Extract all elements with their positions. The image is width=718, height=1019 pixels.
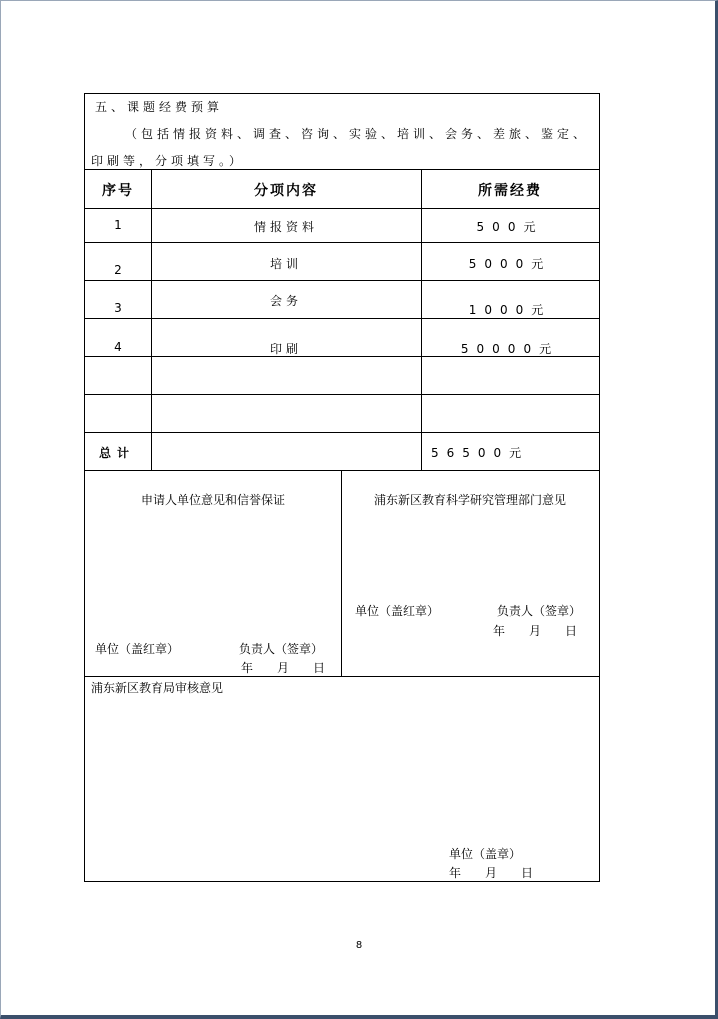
bureau-date: 年 月 日 (449, 866, 534, 880)
row-item: 情报资料 (253, 220, 318, 234)
total-value: 56500元 (431, 446, 530, 460)
applicant-opinion-title: 申请人单位意见和信誉保证 (140, 493, 285, 507)
section-note-line1: （包括情报资料、调查、咨询、实验、培训、会务、差旅、鉴定、 (125, 127, 590, 141)
page-number: 8 (355, 940, 363, 951)
row-item: 印刷 (269, 342, 302, 356)
applicant-unit-seal: 单位（盖红章） (95, 642, 180, 656)
header-item: 分项内容 (254, 183, 318, 199)
header-no: 序号 (102, 183, 134, 199)
bureau-unit-seal: 单位（盖章） (449, 847, 522, 861)
dept-signature: 负责人（签章） (497, 604, 582, 618)
applicant-date: 年 月 日 (241, 661, 326, 675)
dept-opinion-title: 浦东新区教育科学研究管理部门意见 (373, 493, 566, 507)
row-cost: 50000元 (460, 342, 560, 356)
row-item: 会务 (269, 294, 302, 308)
applicant-signature: 负责人（签章） (239, 642, 324, 656)
row-no: 1 (114, 218, 122, 232)
row-cost: 5000元 (468, 257, 552, 271)
section-title: 五、课题经费预算 (95, 100, 224, 114)
row-no: 2 (114, 263, 122, 277)
dept-date: 年 月 日 (493, 624, 578, 638)
row-no: 4 (114, 340, 122, 354)
header-cost: 所需经费 (478, 183, 542, 199)
row-item: 培训 (269, 257, 302, 271)
budget-form (84, 93, 600, 882)
dept-unit-seal: 单位（盖红章） (355, 604, 440, 618)
total-label: 总计 (99, 446, 136, 460)
row-no: 3 (114, 301, 122, 315)
section-note-line2: 印刷等，分项填写。） (91, 154, 246, 168)
row-cost: 500元 (476, 220, 544, 234)
bureau-opinion-title: 浦东新区教育局审核意见 (91, 681, 224, 695)
row-cost: 1000元 (468, 303, 552, 317)
